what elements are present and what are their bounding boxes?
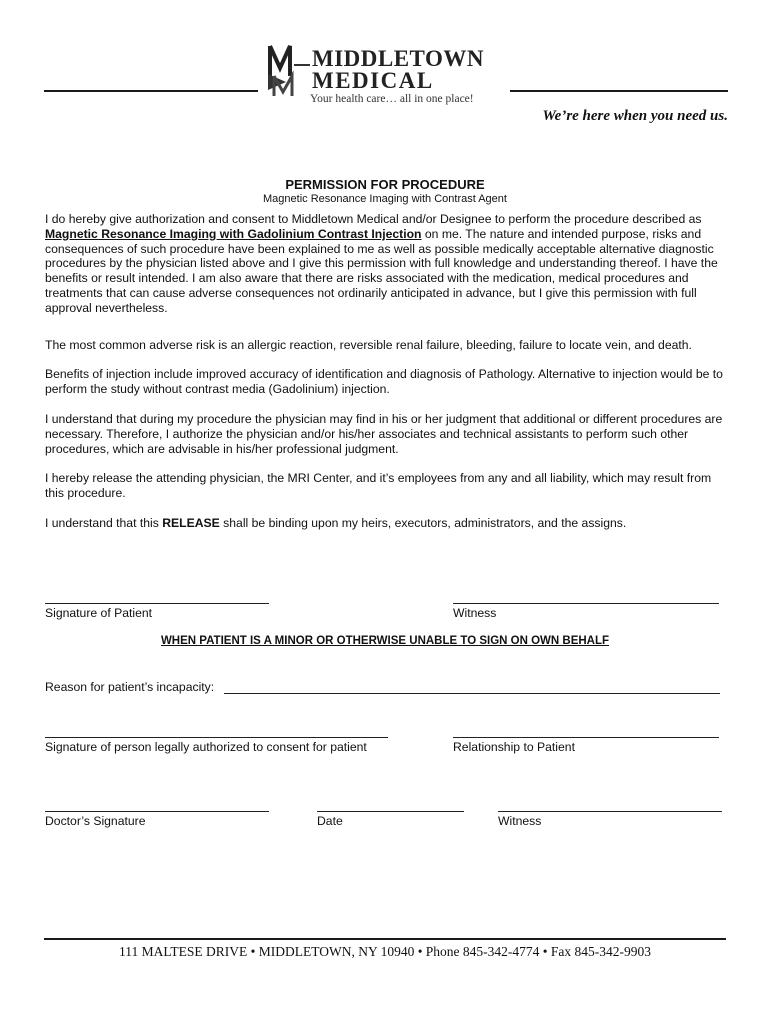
witness-signature-line[interactable] [453, 603, 719, 604]
witness-signature-label: Witness [453, 606, 497, 620]
patient-signature-line[interactable] [45, 603, 269, 604]
p6-text-end: shall be binding upon my heirs, executors, administrators, and the assigns. [219, 516, 627, 530]
adverse-risk-paragraph: The most common adverse risk is an allergic reaction, reversible renal failure, bleeding, failure to locate vein, and death. [45, 338, 692, 352]
p1-text-end: on me. The nature and intended purpose, risks and consequences of such procedure have been explained to me as well as possible medically acceptable alternative diagnostic procedures by the physician listed above and I give this permission with full knowledge and understanding thereof. I have the benefits or result intended. I am also aware that there are risks associated with the medication, medical procedures and treatments that can cause adverse consequences not ordinarily anticipated in advance, but I give this permission with full approval nevertheless. [45, 226, 718, 315]
doctor-signature-label: Doctor’s Signature [45, 814, 146, 828]
relationship-line[interactable] [453, 737, 719, 738]
incapacity-reason-line[interactable] [224, 693, 720, 694]
benefits-paragraph: Benefits of injection include improved accuracy of identification and diagnosis of Pathology. Alternative to injection would be to perform the study without contrast media (Gadolinium) injection. [45, 367, 723, 396]
header-rule-left [44, 90, 258, 92]
authorized-signature-label: Signature of person legally authorized to consent for patient [45, 740, 367, 754]
release-word: RELEASE [162, 516, 220, 530]
second-witness-label: Witness [498, 814, 542, 828]
authorized-signature-line[interactable] [45, 737, 388, 738]
date-label: Date [317, 814, 343, 828]
incapacity-reason-label: Reason for patient’s incapacity: [45, 680, 215, 694]
page-subtitle: Magnetic Resonance Imaging with Contrast Agent [263, 193, 507, 205]
middletown-medical-logo [266, 44, 506, 110]
relationship-label: Relationship to Patient [453, 740, 575, 754]
date-line[interactable] [317, 811, 464, 812]
logo-name-line2: MEDICAL [312, 68, 434, 93]
additional-procedures-paragraph: I understand that during my procedure the physician may find in his or her judgment that additional or different procedures are necessary. Therefore, I authorize the physician and/or his/her associates and technical assistants to perform such other procedures, which are advisable in his/her professional judgment. [45, 412, 723, 456]
logo-tagline: Your health care… all in one place! [310, 93, 474, 105]
header-rule-right [510, 90, 728, 92]
logo-name-line1: MIDDLETOWN [312, 46, 484, 71]
binding-release-paragraph [45, 516, 730, 531]
authorization-paragraph [45, 212, 730, 316]
mm-monogram-icon [266, 44, 312, 100]
p6-text-start: I understand that this [45, 516, 163, 530]
liability-release-paragraph: I hereby release the attending physician, the MRI Center, and it’s employees from any and all liability, which may result from this procedure. [45, 471, 712, 500]
doctor-signature-line[interactable] [45, 811, 269, 812]
second-witness-line[interactable] [498, 811, 722, 812]
page-title: PERMISSION FOR PROCEDURE [285, 177, 485, 192]
motto: We’re here when you need us. [542, 108, 728, 124]
p1-text-start: I do hereby give authorization and consent to Middletown Medical and/or Designee to perform the procedure described as [45, 212, 702, 226]
procedure-name: Magnetic Resonance Imaging with Gadolinium Contrast Injection [45, 226, 422, 241]
minor-section-heading: WHEN PATIENT IS A MINOR OR OTHERWISE UNABLE TO SIGN ON OWN BEHALF [160, 635, 610, 647]
patient-signature-label: Signature of Patient [45, 606, 153, 620]
footer-address: 111 MALTESE DRIVE • MIDDLETOWN, NY 10940 • Phone 845-342-4774 • Fax 845-342-9903 [118, 944, 652, 959]
footer-rule [44, 938, 726, 940]
